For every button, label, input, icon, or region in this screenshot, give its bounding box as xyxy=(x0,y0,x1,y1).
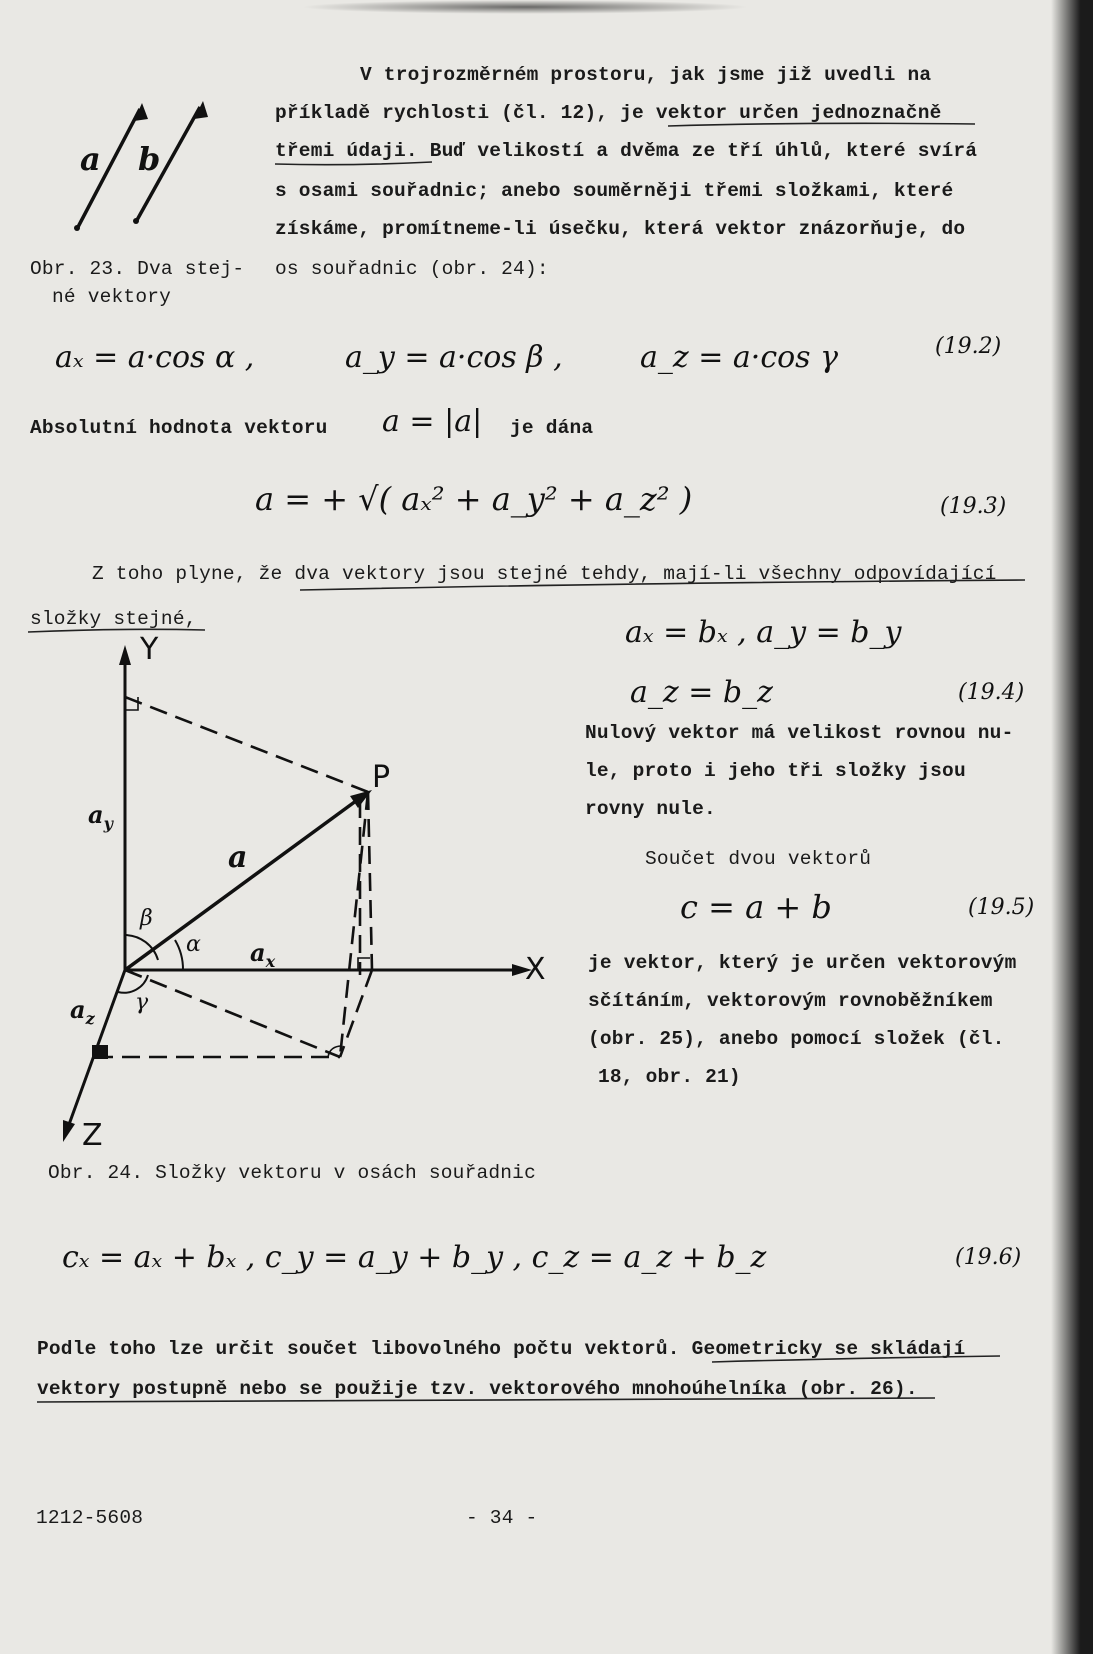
footer-code: 1212-5608 xyxy=(36,1507,144,1529)
zero-line-3: rovny nule. xyxy=(585,798,716,820)
eq-19-6-number: (19.6) xyxy=(955,1245,1022,1270)
fig24-angle-alpha: α xyxy=(186,932,201,957)
eq-19-2-number: (19.2) xyxy=(935,334,1002,359)
intro-line-5: získáme, promítneme-li úsečku, která vektor znázorňuje, do xyxy=(275,218,966,240)
eq-19-2-mid: a_y = a·cos β , xyxy=(345,340,563,375)
fig24-axis-x: X xyxy=(525,952,546,987)
sum-title: Součet dvou vektorů xyxy=(645,848,872,870)
fig23-caption-1: Obr. 23. Dva stej- xyxy=(30,258,245,280)
intro-line-4: s osami souřadnic; anebo souměrněji třemi složkami, které xyxy=(275,180,954,202)
fig24-angle-beta: β xyxy=(140,906,153,931)
eq-19-6-formula: cₓ = aₓ + bₓ , c_y = a_y + b_y , c_z = a_z + b_z xyxy=(62,1240,767,1275)
equal-line-2: složky stejné, xyxy=(30,608,197,630)
eq-19-4-line-1: aₓ = bₓ , a_y = b_y xyxy=(625,615,902,650)
eq-19-3-number: (19.3) xyxy=(940,494,1007,519)
fig23-label-a: a xyxy=(80,140,101,178)
eq-19-4-line-2: a_z = b_z xyxy=(630,675,773,710)
footer-page-number: - 34 - xyxy=(466,1507,538,1529)
intro-line-3: třemi údaji. Buď velikostí a dvěma ze tří úhlů, které svírá xyxy=(275,140,978,162)
fig24-point-p: P xyxy=(372,760,391,795)
fig23-caption-2: né vektory xyxy=(52,286,172,308)
sum-line-4: 18, obr. 21) xyxy=(598,1066,741,1088)
fig24-vector-a: a xyxy=(228,840,248,875)
eq-19-5-number: (19.5) xyxy=(968,895,1035,920)
eq-19-5-formula: c = a + b xyxy=(680,888,832,926)
intro-line-6: os souřadnic (obr. 24): xyxy=(275,258,549,280)
sum-line-2: sčítáním, vektorovým rovnoběžníkem xyxy=(588,990,993,1012)
fig24-axis-y: Y xyxy=(140,632,159,667)
fig24-angle-gamma: γ xyxy=(135,990,149,1015)
fig23-label-b: b xyxy=(138,140,161,178)
intro-line-1: V trojrozměrném prostoru, jak jsme již uvedli na xyxy=(360,64,932,86)
abs-formula: a = |a| xyxy=(382,404,483,439)
eq-19-3-formula: a = + √( aₓ² + a_y² + a_z² ) xyxy=(255,480,693,518)
abs-text: Absolutní hodnota vektoru xyxy=(30,417,328,439)
fig24-axis-z: Z xyxy=(82,1118,103,1153)
eq-19-2-left: aₓ = a·cos α , xyxy=(55,340,255,375)
fig24-comp-ay: $a_y$ xyxy=(88,800,113,833)
sum-line-3: (obr. 25), anebo pomocí složek (čl. xyxy=(588,1028,1005,1050)
fig24-comp-az: $a_z$ xyxy=(70,995,95,1028)
zero-line-1: Nulový vektor má velikost rovnou nu- xyxy=(585,722,1014,744)
abs-text-after: je dána xyxy=(510,417,594,439)
zero-line-2: le, proto i jeho tři složky jsou xyxy=(585,760,966,782)
eq-19-2-right: a_z = a·cos γ xyxy=(640,340,839,375)
fig24-comp-ax: $a_x$ xyxy=(250,938,276,971)
sum-line-1: je vektor, který je určen vektorovým xyxy=(588,952,1017,974)
equal-line-1: Z toho plyne, že dva vektory jsou stejné tehdy, mají-li všechny odpovídající xyxy=(92,563,997,585)
final-line-2: vektory postupně nebo se použije tzv. vektorového mnohoúhelníka (obr. 26). xyxy=(37,1378,918,1400)
intro-line-2: příkladě rychlosti (čl. 12), je vektor určen jednoznačně xyxy=(275,102,942,124)
final-line-1: Podle toho lze určit součet libovolného počtu vektorů. Geometricky se skládají xyxy=(37,1338,966,1360)
fig24-caption: Obr. 24. Složky vektoru v osách souřadnic xyxy=(48,1162,536,1184)
eq-19-4-number: (19.4) xyxy=(958,680,1025,705)
